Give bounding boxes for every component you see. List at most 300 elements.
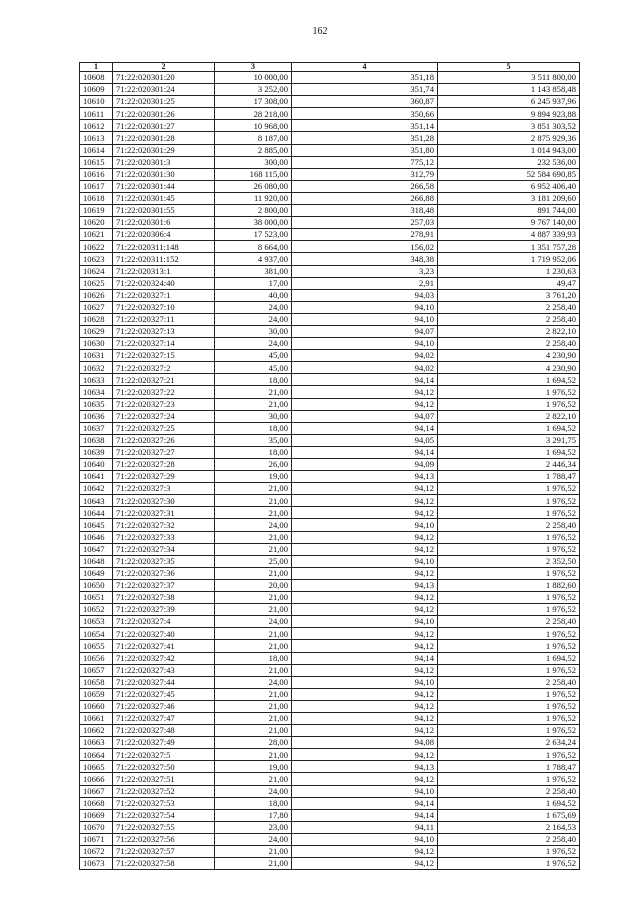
cadastral-number-cell: 71:22:020301:30 bbox=[113, 168, 215, 180]
cadastral-value-cell: 1 788,47 bbox=[438, 761, 580, 773]
table-row bbox=[80, 483, 580, 495]
cadastral-number-cell: 71:22:020327:57 bbox=[113, 846, 215, 858]
area-cell: 24,00 bbox=[215, 301, 292, 313]
table-row bbox=[80, 217, 580, 229]
area-cell: 20,00 bbox=[215, 579, 292, 591]
table-row bbox=[80, 785, 580, 797]
area-cell: 21,00 bbox=[215, 640, 292, 652]
row-index-cell: 10616 bbox=[80, 168, 113, 180]
area-cell: 17 523,00 bbox=[215, 229, 292, 241]
cadastral-value-cell: 1 976,52 bbox=[438, 664, 580, 676]
row-index-cell: 10632 bbox=[80, 362, 113, 374]
row-index-cell: 10664 bbox=[80, 749, 113, 761]
cadastral-value-cell: 1 694,52 bbox=[438, 797, 580, 809]
row-index-cell: 10655 bbox=[80, 640, 113, 652]
specific-value-cell: 94,12 bbox=[292, 628, 438, 640]
table-row bbox=[80, 640, 580, 652]
area-cell: 19,00 bbox=[215, 471, 292, 483]
row-index-cell: 10618 bbox=[80, 192, 113, 204]
cadastral-number-cell: 71:22:020327:10 bbox=[113, 301, 215, 313]
specific-value-cell: 94,08 bbox=[292, 737, 438, 749]
table-row bbox=[80, 495, 580, 507]
specific-value-cell: 94,11 bbox=[292, 821, 438, 833]
specific-value-cell: 94,12 bbox=[292, 483, 438, 495]
cadastral-number-cell: 71:22:020327:2 bbox=[113, 362, 215, 374]
table-header-row bbox=[80, 63, 580, 72]
specific-value-cell: 94,12 bbox=[292, 725, 438, 737]
area-cell: 21,00 bbox=[215, 712, 292, 724]
specific-value-cell: 94,12 bbox=[292, 507, 438, 519]
table-row bbox=[80, 664, 580, 676]
area-cell: 25,00 bbox=[215, 555, 292, 567]
area-cell: 21,00 bbox=[215, 507, 292, 519]
cadastral-value-cell: 1 351 757,28 bbox=[438, 241, 580, 253]
row-index-cell: 10635 bbox=[80, 398, 113, 410]
column-header: 3 bbox=[215, 63, 292, 72]
area-cell: 10 000,00 bbox=[215, 72, 292, 84]
row-index-cell: 10628 bbox=[80, 313, 113, 325]
area-cell: 381,00 bbox=[215, 265, 292, 277]
cadastral-value-cell: 1 694,52 bbox=[438, 446, 580, 458]
specific-value-cell: 94,02 bbox=[292, 350, 438, 362]
table-row bbox=[80, 289, 580, 301]
cadastral-number-cell: 71:22:020327:40 bbox=[113, 628, 215, 640]
table-row bbox=[80, 132, 580, 144]
cadastral-value-cell: 4 230,90 bbox=[438, 350, 580, 362]
cadastral-value-cell: 1 143 858,48 bbox=[438, 84, 580, 96]
cadastral-number-cell: 71:22:020327:30 bbox=[113, 495, 215, 507]
cadastral-number-cell: 71:22:020327:49 bbox=[113, 737, 215, 749]
cadastral-value-cell: 2 258,40 bbox=[438, 313, 580, 325]
table-row bbox=[80, 519, 580, 531]
row-index-cell: 10624 bbox=[80, 265, 113, 277]
area-cell: 45,00 bbox=[215, 350, 292, 362]
row-index-cell: 10652 bbox=[80, 604, 113, 616]
specific-value-cell: 94,07 bbox=[292, 325, 438, 337]
area-cell: 21,00 bbox=[215, 725, 292, 737]
specific-value-cell: 94,14 bbox=[292, 446, 438, 458]
cadastral-value-cell: 52 584 690,85 bbox=[438, 168, 580, 180]
table-row bbox=[80, 749, 580, 761]
area-cell: 21,00 bbox=[215, 567, 292, 579]
area-cell: 17,00 bbox=[215, 277, 292, 289]
row-index-cell: 10661 bbox=[80, 712, 113, 724]
table-row bbox=[80, 676, 580, 688]
cadastral-number-cell: 71:22:020301:27 bbox=[113, 120, 215, 132]
area-cell: 2 800,00 bbox=[215, 205, 292, 217]
table-row bbox=[80, 386, 580, 398]
cadastral-number-cell: 71:22:020301:6 bbox=[113, 217, 215, 229]
cadastral-value-cell: 2 258,40 bbox=[438, 785, 580, 797]
cadastral-value-cell: 2 258,40 bbox=[438, 676, 580, 688]
row-index-cell: 10659 bbox=[80, 688, 113, 700]
row-index-cell: 10667 bbox=[80, 785, 113, 797]
cadastral-value-cell: 2 258,40 bbox=[438, 833, 580, 845]
table-row bbox=[80, 374, 580, 386]
cadastral-number-cell: 71:22:020327:33 bbox=[113, 531, 215, 543]
table-row bbox=[80, 205, 580, 217]
specific-value-cell: 94,12 bbox=[292, 604, 438, 616]
area-cell: 40,00 bbox=[215, 289, 292, 301]
specific-value-cell: 94,10 bbox=[292, 338, 438, 350]
table-row bbox=[80, 434, 580, 446]
table-row bbox=[80, 579, 580, 591]
area-cell: 28,00 bbox=[215, 737, 292, 749]
cadastral-number-cell: 71:22:020324:40 bbox=[113, 277, 215, 289]
table-row bbox=[80, 84, 580, 96]
area-cell: 18,00 bbox=[215, 446, 292, 458]
area-cell: 24,00 bbox=[215, 833, 292, 845]
table-row bbox=[80, 616, 580, 628]
specific-value-cell: 266,88 bbox=[292, 192, 438, 204]
area-cell: 3 252,00 bbox=[215, 84, 292, 96]
area-cell: 21,00 bbox=[215, 531, 292, 543]
area-cell: 168 115,00 bbox=[215, 168, 292, 180]
cadastral-value-cell: 1 694,52 bbox=[438, 374, 580, 386]
cadastral-number-cell: 71:22:020301:24 bbox=[113, 84, 215, 96]
area-cell: 21,00 bbox=[215, 398, 292, 410]
table-row bbox=[80, 192, 580, 204]
row-index-cell: 10608 bbox=[80, 72, 113, 84]
specific-value-cell: 94,12 bbox=[292, 712, 438, 724]
cadastral-value-cell: 2 164,53 bbox=[438, 821, 580, 833]
cadastral-value-cell: 1 719 952,06 bbox=[438, 253, 580, 265]
cadastral-value-cell: 1 976,52 bbox=[438, 483, 580, 495]
table-row bbox=[80, 737, 580, 749]
cadastral-value-cell: 1 976,52 bbox=[438, 495, 580, 507]
cadastral-number-cell: 71:22:020311:148 bbox=[113, 241, 215, 253]
cadastral-value-cell: 2 822,10 bbox=[438, 325, 580, 337]
cadastral-value-cell: 2 258,40 bbox=[438, 301, 580, 313]
cadastral-number-cell: 71:22:020301:20 bbox=[113, 72, 215, 84]
cadastral-number-cell: 71:22:020327:25 bbox=[113, 422, 215, 434]
area-cell: 21,00 bbox=[215, 483, 292, 495]
row-index-cell: 10613 bbox=[80, 132, 113, 144]
cadastral-value-cell: 1 976,52 bbox=[438, 773, 580, 785]
specific-value-cell: 94,14 bbox=[292, 809, 438, 821]
cadastral-number-cell: 71:22:020301:26 bbox=[113, 108, 215, 120]
row-index-cell: 10666 bbox=[80, 773, 113, 785]
cadastral-number-cell: 71:22:020327:31 bbox=[113, 507, 215, 519]
cadastral-number-cell: 71:22:020327:15 bbox=[113, 350, 215, 362]
cadastral-number-cell: 71:22:020301:45 bbox=[113, 192, 215, 204]
specific-value-cell: 94,13 bbox=[292, 579, 438, 591]
cadastral-value-cell: 2 258,40 bbox=[438, 616, 580, 628]
specific-value-cell: 94,10 bbox=[292, 833, 438, 845]
cadastral-value-cell: 3 291,75 bbox=[438, 434, 580, 446]
cadastral-number-cell: 71:22:020311:152 bbox=[113, 253, 215, 265]
area-cell: 17 308,00 bbox=[215, 96, 292, 108]
row-index-cell: 10641 bbox=[80, 471, 113, 483]
cadastral-number-cell: 71:22:020327:23 bbox=[113, 398, 215, 410]
cadastral-number-cell: 71:22:020327:44 bbox=[113, 676, 215, 688]
row-index-cell: 10654 bbox=[80, 628, 113, 640]
specific-value-cell: 94,12 bbox=[292, 688, 438, 700]
table-row bbox=[80, 108, 580, 120]
cadastral-value-cell: 2 634,24 bbox=[438, 737, 580, 749]
table-row bbox=[80, 725, 580, 737]
row-index-cell: 10651 bbox=[80, 592, 113, 604]
cadastral-number-cell: 71:22:020327:46 bbox=[113, 700, 215, 712]
area-cell: 24,00 bbox=[215, 676, 292, 688]
specific-value-cell: 94,13 bbox=[292, 471, 438, 483]
row-index-cell: 10609 bbox=[80, 84, 113, 96]
area-cell: 18,00 bbox=[215, 374, 292, 386]
row-index-cell: 10670 bbox=[80, 821, 113, 833]
table-row bbox=[80, 459, 580, 471]
specific-value-cell: 94,10 bbox=[292, 301, 438, 313]
specific-value-cell: 2,91 bbox=[292, 277, 438, 289]
table-row bbox=[80, 555, 580, 567]
area-cell: 21,00 bbox=[215, 664, 292, 676]
cadastral-number-cell: 71:22:020313:1 bbox=[113, 265, 215, 277]
cadastral-number-cell: 71:22:020327:43 bbox=[113, 664, 215, 676]
specific-value-cell: 278,91 bbox=[292, 229, 438, 241]
table-row bbox=[80, 422, 580, 434]
cadastral-number-cell: 71:22:020327:24 bbox=[113, 410, 215, 422]
table-row bbox=[80, 846, 580, 858]
area-cell: 21,00 bbox=[215, 495, 292, 507]
table-row bbox=[80, 773, 580, 785]
area-cell: 8 187,00 bbox=[215, 132, 292, 144]
specific-value-cell: 94,02 bbox=[292, 362, 438, 374]
table-row bbox=[80, 180, 580, 192]
table-row bbox=[80, 531, 580, 543]
cadastral-number-cell: 71:22:020327:28 bbox=[113, 459, 215, 471]
area-cell: 21,00 bbox=[215, 628, 292, 640]
table-row bbox=[80, 241, 580, 253]
cadastral-number-cell: 71:22:020327:52 bbox=[113, 785, 215, 797]
area-cell: 21,00 bbox=[215, 846, 292, 858]
cadastral-value-cell: 2 352,50 bbox=[438, 555, 580, 567]
row-index-cell: 10626 bbox=[80, 289, 113, 301]
cadastral-number-cell: 71:22:020327:41 bbox=[113, 640, 215, 652]
column-header: 2 bbox=[113, 63, 215, 72]
specific-value-cell: 94,12 bbox=[292, 531, 438, 543]
cadastral-value-cell: 3 761,20 bbox=[438, 289, 580, 301]
area-cell: 24,00 bbox=[215, 338, 292, 350]
cadastral-number-cell: 71:22:020327:35 bbox=[113, 555, 215, 567]
cadastral-value-cell: 1 976,52 bbox=[438, 592, 580, 604]
area-cell: 21,00 bbox=[215, 688, 292, 700]
row-index-cell: 10642 bbox=[80, 483, 113, 495]
table-row bbox=[80, 712, 580, 724]
cadastral-number-cell: 71:22:020327:53 bbox=[113, 797, 215, 809]
row-index-cell: 10671 bbox=[80, 833, 113, 845]
table-row bbox=[80, 543, 580, 555]
specific-value-cell: 94,07 bbox=[292, 410, 438, 422]
cadastral-value-cell: 1 976,52 bbox=[438, 604, 580, 616]
cadastral-value-cell: 1 976,52 bbox=[438, 725, 580, 737]
specific-value-cell: 318,48 bbox=[292, 205, 438, 217]
cadastral-value-cell: 2 258,40 bbox=[438, 519, 580, 531]
specific-value-cell: 3,23 bbox=[292, 265, 438, 277]
specific-value-cell: 94,12 bbox=[292, 567, 438, 579]
row-index-cell: 10668 bbox=[80, 797, 113, 809]
cadastral-value-cell: 9 894 923,88 bbox=[438, 108, 580, 120]
row-index-cell: 10638 bbox=[80, 434, 113, 446]
table-row bbox=[80, 688, 580, 700]
row-index-cell: 10643 bbox=[80, 495, 113, 507]
row-index-cell: 10627 bbox=[80, 301, 113, 313]
table-row bbox=[80, 821, 580, 833]
row-index-cell: 10648 bbox=[80, 555, 113, 567]
table-row bbox=[80, 471, 580, 483]
row-index-cell: 10630 bbox=[80, 338, 113, 350]
table-row bbox=[80, 362, 580, 374]
cadastral-value-cell: 1 014 943,00 bbox=[438, 144, 580, 156]
specific-value-cell: 94,10 bbox=[292, 616, 438, 628]
row-index-cell: 10657 bbox=[80, 664, 113, 676]
row-index-cell: 10614 bbox=[80, 144, 113, 156]
row-index-cell: 10620 bbox=[80, 217, 113, 229]
cadastral-value-cell: 1 976,52 bbox=[438, 567, 580, 579]
cadastral-value-cell: 891 744,00 bbox=[438, 205, 580, 217]
row-index-cell: 10617 bbox=[80, 180, 113, 192]
specific-value-cell: 94,12 bbox=[292, 386, 438, 398]
cadastral-value-cell: 1 694,52 bbox=[438, 652, 580, 664]
cadastral-number-cell: 71:22:020327:11 bbox=[113, 313, 215, 325]
area-cell: 26,00 bbox=[215, 459, 292, 471]
cadastral-value-cell: 1 976,52 bbox=[438, 640, 580, 652]
cadastral-number-cell: 71:22:020327:13 bbox=[113, 325, 215, 337]
row-index-cell: 10622 bbox=[80, 241, 113, 253]
cadastral-number-cell: 71:22:020327:5 bbox=[113, 749, 215, 761]
specific-value-cell: 94,12 bbox=[292, 846, 438, 858]
specific-value-cell: 350,66 bbox=[292, 108, 438, 120]
cadastral-number-cell: 71:22:020327:4 bbox=[113, 616, 215, 628]
cadastral-value-cell: 1 976,52 bbox=[438, 858, 580, 870]
specific-value-cell: 94,10 bbox=[292, 785, 438, 797]
cadastral-value-cell: 1 976,52 bbox=[438, 507, 580, 519]
cadastral-number-cell: 71:22:020327:3 bbox=[113, 483, 215, 495]
specific-value-cell: 348,38 bbox=[292, 253, 438, 265]
area-cell: 21,00 bbox=[215, 386, 292, 398]
table-body bbox=[80, 72, 580, 870]
table-row bbox=[80, 700, 580, 712]
cadastral-value-cell: 1 694,52 bbox=[438, 422, 580, 434]
cadastral-value-cell: 6 952 406,40 bbox=[438, 180, 580, 192]
row-index-cell: 10625 bbox=[80, 277, 113, 289]
specific-value-cell: 94,13 bbox=[292, 761, 438, 773]
cadastral-number-cell: 71:22:020327:39 bbox=[113, 604, 215, 616]
area-cell: 17,80 bbox=[215, 809, 292, 821]
row-index-cell: 10653 bbox=[80, 616, 113, 628]
cadastral-number-cell: 71:22:020327:51 bbox=[113, 773, 215, 785]
table-row bbox=[80, 809, 580, 821]
cadastral-value-cell: 2 258,40 bbox=[438, 338, 580, 350]
row-index-cell: 10663 bbox=[80, 737, 113, 749]
cadastral-number-cell: 71:22:020327:34 bbox=[113, 543, 215, 555]
table-row bbox=[80, 446, 580, 458]
row-index-cell: 10669 bbox=[80, 809, 113, 821]
specific-value-cell: 94,10 bbox=[292, 519, 438, 531]
area-cell: 18,00 bbox=[215, 652, 292, 664]
specific-value-cell: 94,10 bbox=[292, 676, 438, 688]
table-row bbox=[80, 858, 580, 870]
area-cell: 11 920,00 bbox=[215, 192, 292, 204]
table-row bbox=[80, 398, 580, 410]
cadastral-number-cell: 71:22:020327:50 bbox=[113, 761, 215, 773]
specific-value-cell: 94,12 bbox=[292, 664, 438, 676]
table-row bbox=[80, 652, 580, 664]
table-row bbox=[80, 229, 580, 241]
cadastral-value-cell: 9 767 140,00 bbox=[438, 217, 580, 229]
specific-value-cell: 94,12 bbox=[292, 543, 438, 555]
row-index-cell: 10645 bbox=[80, 519, 113, 531]
table-row bbox=[80, 797, 580, 809]
cadastral-number-cell: 71:22:020327:42 bbox=[113, 652, 215, 664]
table-row bbox=[80, 156, 580, 168]
cadastral-number-cell: 71:22:020327:58 bbox=[113, 858, 215, 870]
specific-value-cell: 94,12 bbox=[292, 640, 438, 652]
table-row bbox=[80, 313, 580, 325]
specific-value-cell: 257,03 bbox=[292, 217, 438, 229]
specific-value-cell: 94,03 bbox=[292, 289, 438, 301]
table-row bbox=[80, 567, 580, 579]
table-row bbox=[80, 604, 580, 616]
table-row bbox=[80, 72, 580, 84]
row-index-cell: 10656 bbox=[80, 652, 113, 664]
area-cell: 38 000,00 bbox=[215, 217, 292, 229]
row-index-cell: 10623 bbox=[80, 253, 113, 265]
cadastral-value-cell: 2 875 929,36 bbox=[438, 132, 580, 144]
row-index-cell: 10634 bbox=[80, 386, 113, 398]
area-cell: 45,00 bbox=[215, 362, 292, 374]
specific-value-cell: 775,12 bbox=[292, 156, 438, 168]
row-index-cell: 10660 bbox=[80, 700, 113, 712]
cadastral-number-cell: 71:22:020327:38 bbox=[113, 592, 215, 604]
row-index-cell: 10629 bbox=[80, 325, 113, 337]
cadastral-value-cell: 1 976,52 bbox=[438, 531, 580, 543]
cadastral-number-cell: 71:22:020327:21 bbox=[113, 374, 215, 386]
specific-value-cell: 94,09 bbox=[292, 459, 438, 471]
specific-value-cell: 94,12 bbox=[292, 592, 438, 604]
area-cell: 24,00 bbox=[215, 616, 292, 628]
row-index-cell: 10662 bbox=[80, 725, 113, 737]
area-cell: 24,00 bbox=[215, 313, 292, 325]
specific-value-cell: 94,14 bbox=[292, 374, 438, 386]
row-index-cell: 10650 bbox=[80, 579, 113, 591]
specific-value-cell: 94,12 bbox=[292, 495, 438, 507]
table-row bbox=[80, 120, 580, 132]
cadastral-value-cell: 1 788,47 bbox=[438, 471, 580, 483]
area-cell: 24,00 bbox=[215, 519, 292, 531]
cadastral-number-cell: 71:22:020327:22 bbox=[113, 386, 215, 398]
page-number: 162 bbox=[312, 26, 328, 37]
cadastral-number-cell: 71:22:020327:48 bbox=[113, 725, 215, 737]
specific-value-cell: 266,58 bbox=[292, 180, 438, 192]
area-cell: 35,00 bbox=[215, 434, 292, 446]
cadastral-number-cell: 71:22:020327:1 bbox=[113, 289, 215, 301]
specific-value-cell: 94,10 bbox=[292, 555, 438, 567]
row-index-cell: 10615 bbox=[80, 156, 113, 168]
column-header: 4 bbox=[292, 63, 438, 72]
cadastral-value-cell: 2 822,10 bbox=[438, 410, 580, 422]
cadastral-number-cell: 71:22:020301:55 bbox=[113, 205, 215, 217]
cadastral-value-cell: 1 976,52 bbox=[438, 712, 580, 724]
row-index-cell: 10647 bbox=[80, 543, 113, 555]
table-row bbox=[80, 301, 580, 313]
cadastral-value-cell: 1 976,52 bbox=[438, 543, 580, 555]
table-row bbox=[80, 325, 580, 337]
cadastral-value-cell: 6 245 937,96 bbox=[438, 96, 580, 108]
area-cell: 19,00 bbox=[215, 761, 292, 773]
cadastral-value-cell: 1 976,52 bbox=[438, 749, 580, 761]
cadastral-number-cell: 71:22:020327:56 bbox=[113, 833, 215, 845]
cadastral-value-cell: 1 976,52 bbox=[438, 386, 580, 398]
table-row bbox=[80, 253, 580, 265]
